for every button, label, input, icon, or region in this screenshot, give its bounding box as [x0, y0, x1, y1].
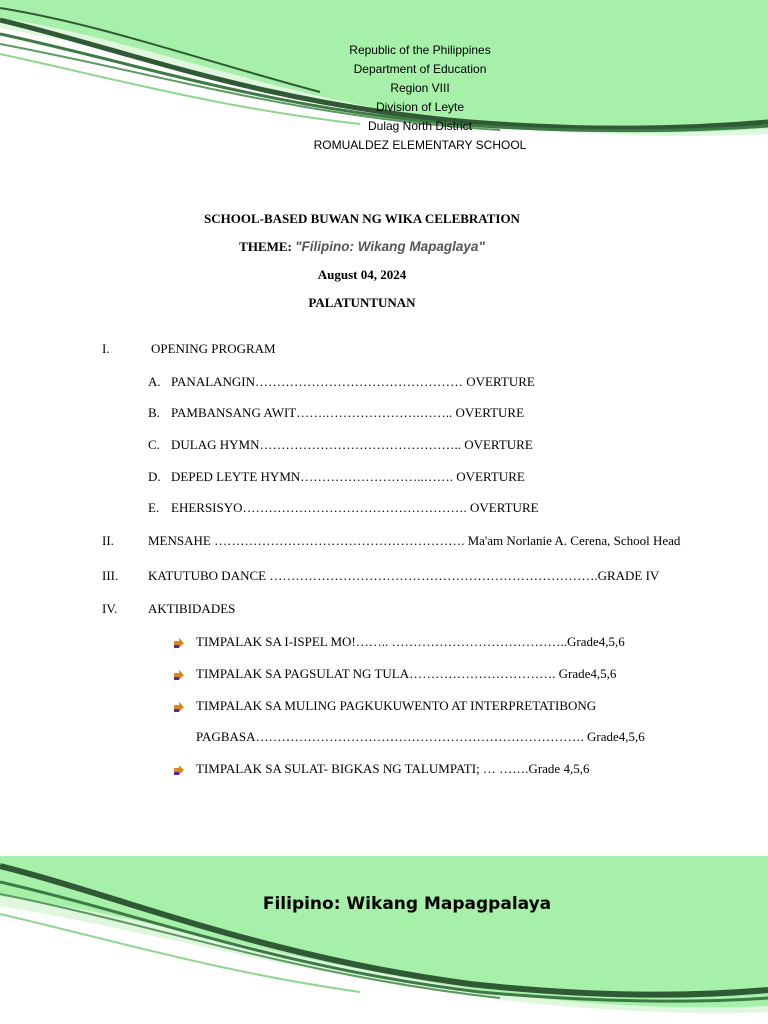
arrow-bullet-icon [173, 637, 185, 649]
footer-banner [0, 856, 768, 1016]
item-letter: B. [148, 405, 160, 420]
header-department: Department of Education [353, 62, 487, 76]
section-katutubo-dance: KATUTUBO DANCE ………………………………………………………………….GRADE IV [148, 568, 660, 583]
activity-item: TIMPALAK SA SULAT- BIGKAS NG TALUMPATI; … …….Grade 4,5,6 [196, 761, 590, 776]
opening-item [148, 374, 535, 390]
section-numeral-1: I. [102, 341, 110, 356]
item-letter: C. [148, 437, 160, 452]
section-label-opening: OPENING PROGRAM [151, 341, 276, 356]
section-numeral-3: III. [102, 568, 119, 583]
section-numeral-2: II. [102, 533, 114, 548]
theme-label: THEME: [239, 239, 292, 254]
header-banner [0, 0, 768, 143]
section-numeral-4: IV. [102, 601, 118, 616]
activity-item-continuation: PAGBASA…………………………………………………………………. Grade4,5,6 [196, 729, 645, 744]
footer-wave-graphic [0, 856, 768, 1016]
arrow-bullet-icon [173, 669, 185, 681]
activity-item: TIMPALAK SA PAGSULAT NG TULA……………………………. Grade4,5,6 [196, 666, 617, 681]
arrow-bullet-icon [173, 701, 185, 713]
item-text: EHERSISYO……………………………………………. OVERTURE [171, 500, 539, 515]
header-country: Republic of the Philippines [349, 43, 491, 57]
program-heading: PALATUNTUNAN [308, 295, 416, 310]
opening-item [148, 437, 533, 453]
event-title: SCHOOL-BASED BUWAN NG WIKA CELEBRATION [204, 211, 520, 226]
theme-value: "Filipino: Wikang Mapaglaya" [295, 239, 485, 254]
event-date: August 04, 2024 [317, 267, 407, 282]
item-letter: E. [148, 500, 160, 515]
item-text: DULAG HYMN……………………………………….. OVERTURE [171, 437, 533, 452]
section-label-aktibidades: AKTIBIDADES [148, 601, 236, 616]
item-letter: A. [148, 374, 161, 389]
arrow-bullet-icon [173, 764, 185, 776]
header-district: Dulag North District [367, 119, 473, 133]
item-letter: D. [148, 469, 161, 484]
footer-theme-text: Filipino: Wikang Mapagpalaya [262, 894, 552, 914]
header-region: Region VIII [390, 81, 450, 95]
section-mensahe: MENSAHE …………………………………………………. Ma'am Norlanie A. Cerena, School Head [148, 533, 681, 548]
opening-item [148, 405, 524, 421]
activity-item: TIMPALAK SA MULING PAGKUKUWENTO AT INTERPRETATIBONG [196, 698, 597, 713]
theme-line [0, 239, 724, 255]
header-division: Division of Leyte [375, 100, 465, 114]
item-text: PANALANGIN………………………………………… OVERTURE [171, 374, 535, 389]
item-text: PAMBANSANG AWIT…….………………….…….. OVERTURE [171, 405, 525, 420]
opening-item [148, 469, 525, 485]
item-text: DEPED LEYTE HYMN………………………..……. OVERTURE [171, 469, 525, 484]
opening-item [148, 500, 539, 516]
header-school: ROMUALDEZ ELEMENTARY SCHOOL [313, 138, 527, 152]
activity-item: TIMPALAK SA I-ISPEL MO!…….. …………………………………..Grade4,5,6 [196, 634, 625, 649]
